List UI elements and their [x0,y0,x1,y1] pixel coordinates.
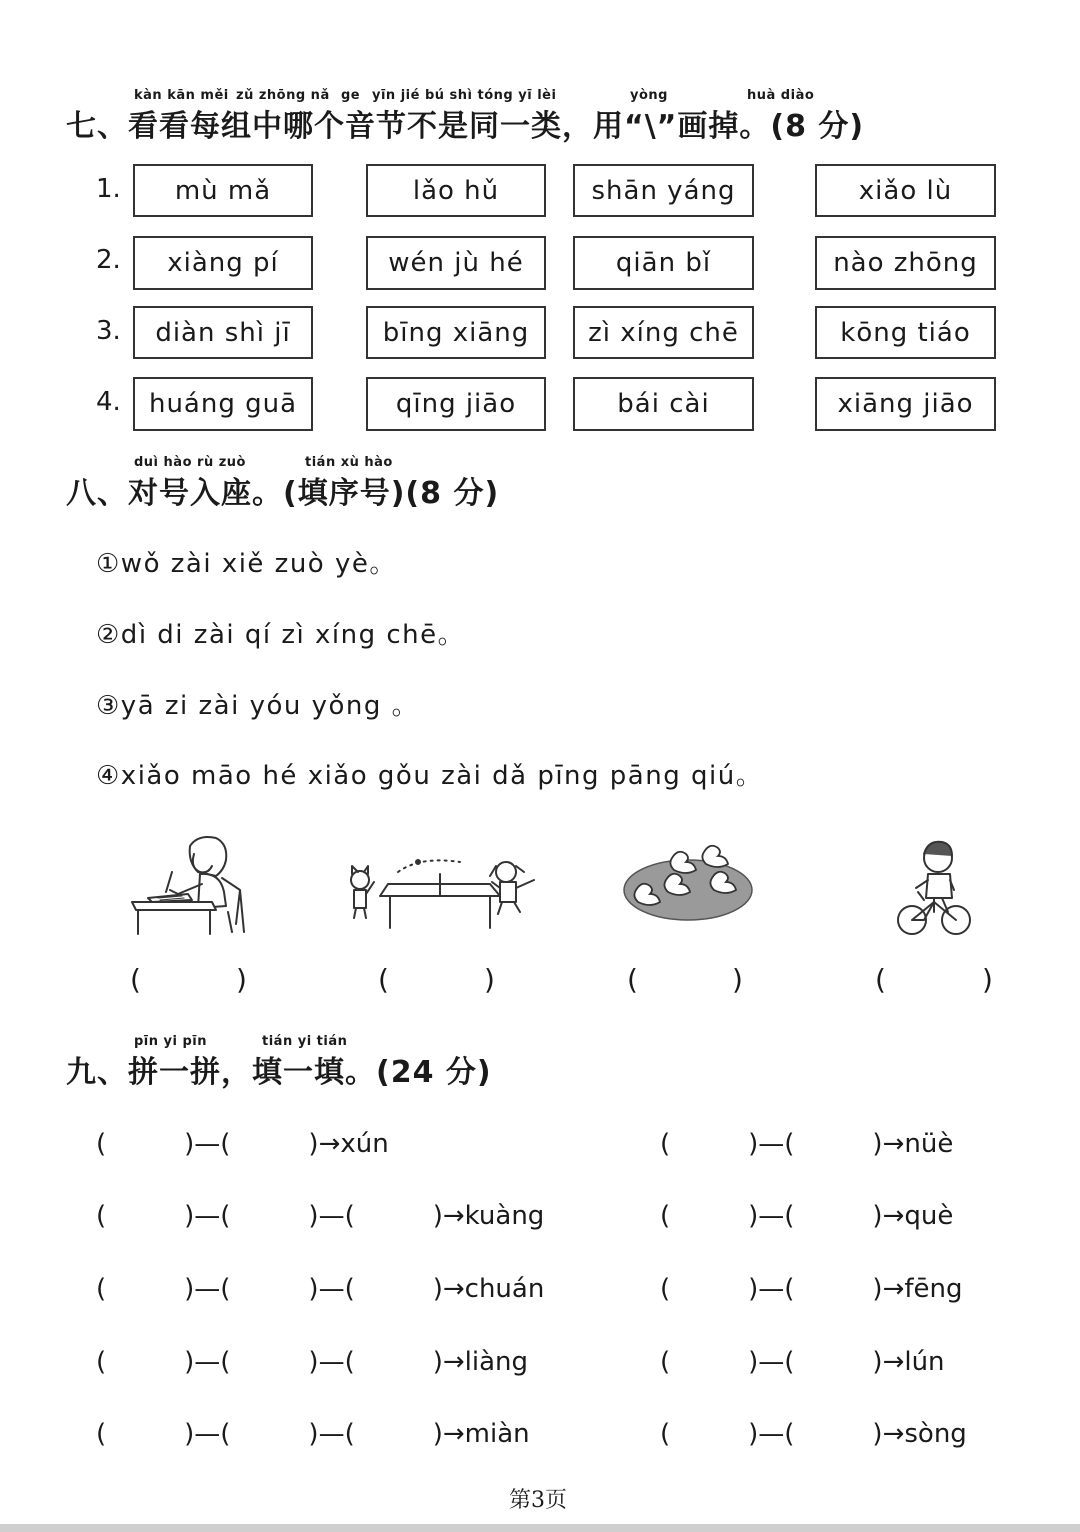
syllable-box[interactable]: shān yáng [573,164,754,217]
spell-line-right: ( )—( )→nüè [660,1129,954,1159]
syllable-box[interactable]: nào zhōng [815,236,996,290]
sentence-2: ②dì di zài qí zì xíng chē。 [96,620,466,650]
pinyin-ruby: pīn yi pīn [134,1034,208,1049]
sentence-3: ③yā zi zài yóu yǒng 。 [96,691,420,721]
syllable-box[interactable]: diàn shì jī [133,306,313,359]
syllable-box[interactable]: zì xíng chē [573,306,754,359]
syllable-box[interactable]: kōng tiáo [815,306,996,359]
pinyin-ruby: ge [341,88,361,103]
section-8-title: 八、对号入座。(填序号)(8 分) [66,476,500,511]
spell-line-left: ( )—( )—( )→miàn [96,1419,530,1449]
page-number: 第3页 [509,1488,567,1513]
row-number: 4. [96,387,121,417]
syllable-box[interactable]: mù mǎ [133,164,313,217]
spell-line-left: ( )—( )—( )→liàng [96,1347,529,1377]
answer-paren-close: ) [982,963,993,996]
syllable-box[interactable]: wén jù hé [366,236,546,290]
sentence-1: ①wǒ zài xiě zuò yè。 [96,549,397,579]
row-number: 2. [96,245,121,275]
pinyin-ruby: yīn jié bú shì tóng yī lèi [372,88,557,103]
spell-line-right: ( )—( )→lún [660,1347,945,1377]
pinyin-ruby: tián xù hào [305,455,393,470]
ducks-swimming-icon [622,840,754,924]
answer-paren-close: ) [732,963,743,996]
section-9-title: 九、拼一拼，填一填。(24 分) [66,1055,492,1090]
pinyin-ruby: duì hào rù zuò [134,455,246,470]
boy-riding-bicycle-icon [894,836,974,938]
spell-line-left: ( )—( )—( )→kuàng [96,1201,545,1231]
syllable-box[interactable]: lǎo hǔ [366,164,546,217]
syllable-box[interactable]: bīng xiāng [366,306,546,359]
pinyin-ruby: tián yi tián [262,1034,348,1049]
syllable-box[interactable]: xiǎo lù [815,164,996,217]
answer-paren-close: ) [236,963,247,996]
syllable-box[interactable]: huáng guā [133,377,313,431]
row-number: 3. [96,316,121,346]
answer-paren-open: ( [130,963,141,996]
syllable-box[interactable]: qiān bǐ [573,236,754,290]
syllable-box[interactable]: qīng jiāo [366,377,546,431]
spell-line-right: ( )—( )→fēng [660,1274,963,1304]
pinyin-ruby: huà diào [747,88,815,103]
spell-line-left: ( )—( )→xún [96,1129,389,1159]
spell-line-left: ( )—( )—( )→chuán [96,1274,545,1304]
pinyin-ruby: kàn kān měi [134,88,229,103]
syllable-box[interactable]: xiàng pí [133,236,313,290]
answer-paren-close: ) [484,963,495,996]
row-number: 1. [96,174,121,204]
syllable-box[interactable]: bái cài [573,377,754,431]
bottom-bar [0,1524,1080,1532]
spell-line-right: ( )—( )→què [660,1201,954,1231]
syllable-box[interactable]: xiāng jiāo [815,377,996,431]
ping-pong-icon [340,852,545,932]
pinyin-ruby: yòng [630,88,668,103]
pinyin-ruby: zǔ zhōng nǎ [236,88,330,103]
sentence-4: ④xiǎo māo hé xiǎo gǒu zài dǎ pīng pāng qiú。 [96,761,764,791]
girl-writing-icon [128,832,248,936]
answer-paren-open: ( [875,963,886,996]
section-7-title: 七、看看每组中哪个音节不是同一类，用“\”画掉。(8 分) [66,109,865,144]
spell-line-right: ( )—( )→sòng [660,1419,967,1449]
answer-paren-open: ( [378,963,389,996]
answer-paren-open: ( [627,963,638,996]
